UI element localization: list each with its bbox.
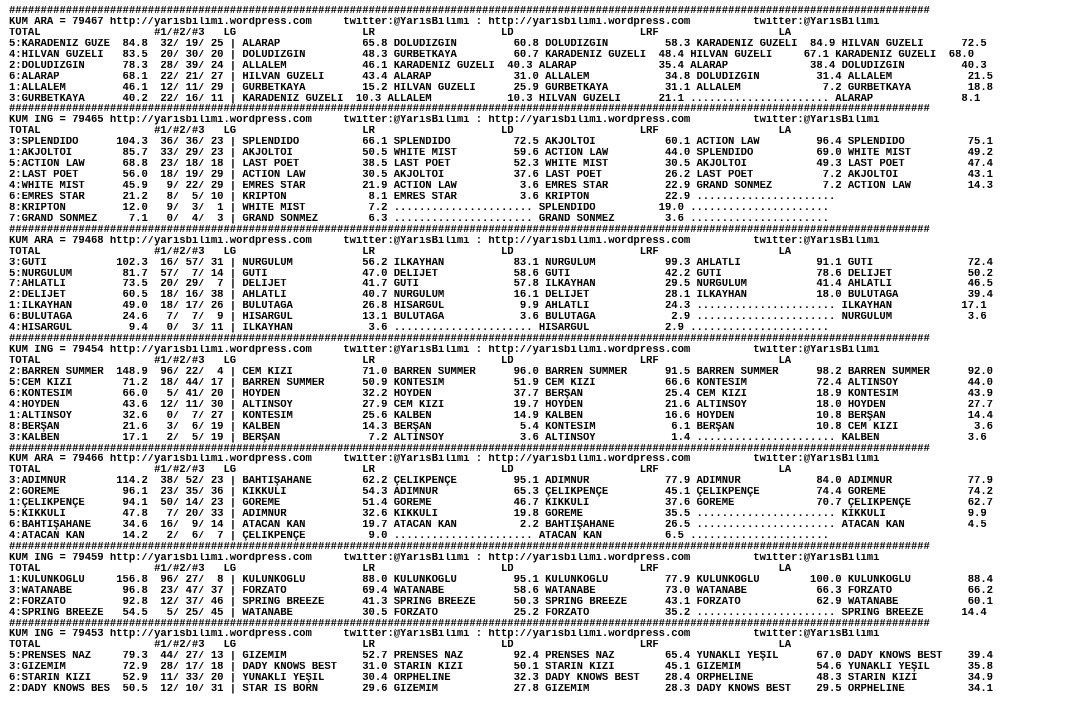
- horse-row: 4:HOYDEN 43.6 12/ 11/ 30 | ALTINSOY 27.9 CEM KIZI 19.7 HOYDEN 21.6 ALTINSOY 18.0 HOYDEN 27.7: [9, 399, 993, 411]
- horse-row: 1:ÇELİKPENÇE 94.1 50/ 14/ 23 | GÖREME 51.4 GÖREME 46.7 KIKKULİ 37.6 GÖREME 70.7 ÇELİKPENÇE 62.7: [9, 498, 993, 510]
- horse-row: 4:ATACAN KAN 14.2 2/ 6/ 7 | ÇELİKPENÇE 9.0 ...................... ATACAN KAN 6.5 ......................: [9, 531, 829, 542]
- horse-row: 8:KRİPTON 12.0 9/ 3/ 1 | WHITE MIST 7.2 ...................... SPLENDIDO 19.0 ......................: [9, 202, 829, 214]
- horse-row: 3:ADIMNUR 114.2 38/ 52/ 23 | BAHTİŞAHANE 62.2 ÇELİKPENÇE 95.1 ADIMNUR 77.9 ADIMNUR 84.0 ADIMNUR 77.9: [9, 476, 993, 488]
- horse-row: 6:STARIN KIZI 52.9 11/ 33/ 20 | YUNAKLI YEŞİL 30.4 ORPHELINE 32.3 DADY KNOWS BEST 28.4 ORPHELINE 48.3 STARIN KIZI 34.9: [9, 673, 993, 685]
- horse-row: 3:GUTİ 102.3 16/ 57/ 31 | NURGÜLÜM 56.2 İLKAYHAN 83.1 NURGÜLÜM 99.3 AHLATLI 91.1 GUTİ 72.4: [9, 257, 993, 269]
- horse-row: 5:PRENSES NAZ 79.3 44/ 27/ 13 | GİZEMİM 52.7 PRENSES NAZ 92.4 PRENSES NAZ 65.4 YUNAKLI YEŞİL 67.0 DADY KNOWS BEST 39.4: [9, 651, 993, 663]
- race-header-line: KUM İNG = 79454 http://yarisbilimi.wordpress.com twitter:@YarisBilimi : http://yarisbilimi.wordpress.com twitter:@YarisBilimi: [9, 345, 880, 356]
- horse-row: 5:NURGÜLÜM 81.7 57/ 7/ 14 | GUTİ 47.0 DELİJET 58.6 GUTİ 42.2 GUTİ 78.6 DELİJET 50.2: [9, 268, 993, 280]
- column-header-line: TOTAL #1/#2/#3 LG LR LD LRF LA: [9, 465, 792, 477]
- separator-line: ##################################################################################################################################################: [9, 443, 930, 455]
- column-header-line: TOTAL #1/#2/#3 LG LR LD LRF LA: [9, 246, 792, 258]
- race-report-text: [9, 6, 993, 695]
- horse-row: 8:BERŞAN 21.6 3/ 6/ 19 | KALBEN 14.3 BERŞAN 5.4 KONTESİM 6.1 BERŞAN 10.8 CEM KIZI 3.6: [9, 421, 993, 433]
- horse-row: 4:WHITE MIST 45.9 9/ 22/ 29 | EMRES STAR 21.9 ACTION LAW 3.6 EMRES STAR 22.9 GRAND SÖNMEZ 7.2 ACTION LAW 14.3: [9, 181, 993, 192]
- race-header-line: KUM ARA = 79466 http://yarisbilimi.wordpress.com twitter:@YarisBilimi : http://yarisbilimi.wordpress.com twitter:@YarisBilimi: [9, 454, 880, 466]
- column-header-line: TOTAL #1/#2/#3 LG LR LD LRF LA: [9, 27, 792, 39]
- horse-row: 2:FORZATO 92.8 12/ 37/ 46 | SPRING BREEZE 41.3 SPRING BREEZE 50.3 SPRING BREEZE 43.1 FORZATO 62.9 WATANABE 60.1: [9, 596, 993, 608]
- race-header-line: KUM İNG = 79453 http://yarisbilimi.wordpress.com twitter:@YarisBilimi : http://yarisbilimi.wordpress.com twitter:@YarisBilimi: [9, 629, 880, 641]
- horse-row: 4:HILVAN GÜZELİ 83.5 20/ 30/ 20 | DOLUDİZGİN 48.3 GURBETKAYA 60.7 KARADENİZ GÜZELİ 48.4 HILVAN GÜZELİ 67.1 KARADENİZ GÜZELİ 68.0: [9, 49, 975, 61]
- horse-row: 6:ALARAP 68.1 22/ 21/ 27 | HILVAN GÜZELİ 43.4 ALARAP 31.0 ALLALEM 34.8 DOLUDİZGİN 31.4 ALLALEM 21.5: [9, 71, 993, 83]
- separator-line: ##################################################################################################################################################: [9, 104, 930, 116]
- horse-row: 7:GRAND SÖNMEZ 7.1 0/ 4/ 3 | GRAND SÖNMEZ 6.3 ...................... GRAND SÖNMEZ 3.6 ......................: [9, 213, 829, 225]
- horse-row: 3:SPLENDIDO 104.3 36/ 36/ 23 | SPLENDIDO 66.1 SPLENDIDO 72.5 AKJOLTOI 60.1 ACTION LAW 96.4 SPLENDIDO 75.1: [9, 137, 993, 149]
- race-header-line: KUM İNG = 79459 http://yarisbilimi.wordpress.com twitter:@YarisBilimi : http://yarisbilimi.wordpress.com twitter:@YarisBilimi: [9, 552, 880, 564]
- horse-row: 1:AKJOLTOI 85.7 33/ 29/ 23 | AKJOLTOI 50.5 WHITE MIST 59.6 ACTION LAW 44.0 SPLENDIDO 69.0 WHITE MIST 49.2: [9, 148, 993, 160]
- separator-line: ##################################################################################################################################################: [9, 224, 930, 236]
- horse-row: 6:KONTESİM 66.0 5/ 41/ 20 | HOYDEN 32.2 HOYDEN 37.7 BERŞAN 25.4 CEM KIZI 18.9 KONTESİM 43.9: [9, 388, 993, 400]
- horse-row: 7:AHLATLI 73.5 20/ 29/ 7 | DELİJET 41.7 GUTİ 57.8 İLKAYHAN 29.5 NURGÜLÜM 41.4 AHLATLI 46.5: [9, 279, 993, 291]
- horse-row: 3:GURBETKAYA 40.2 22/ 16/ 11 | KARADENİZ GÜZELİ 10.3 ALLALEM 10.3 HILVAN GÜZELİ 21.1 ...................... ALARAP 8.1: [9, 93, 981, 105]
- separator-line: ##################################################################################################################################################: [9, 6, 930, 17]
- horse-row: 5:KARADENİZ GÜZE 84.8 32/ 19/ 25 | ALARAP 65.8 DOLUDİZGİN 60.8 DOLUDİZGİN 58.3 KARADENİZ GÜZELİ 84.9 HILVAN GÜZELİ 72.5: [9, 38, 987, 50]
- separator-line: ##################################################################################################################################################: [9, 541, 930, 553]
- column-header-line: TOTAL #1/#2/#3 LG LR LD LRF LA: [9, 563, 792, 575]
- horse-row: 6:EMRES STAR 21.2 8/ 5/ 10 | KRİPTON 8.1 EMRES STAR 3.6 KRİPTON 22.9 ......................: [9, 191, 836, 203]
- horse-row: 2:DELİJET 60.5 18/ 16/ 38 | AHLATLI 40.7 NURGÜLÜM 16.1 DELİJET 28.1 İLKAYHAN 18.0 BULUTAĞA 39.4: [9, 290, 993, 302]
- horse-row: 2:DOLUDİZGİN 78.3 28/ 39/ 24 | ALLALEM 46.1 KARADENİZ GÜZELİ 40.3 ALARAP 35.4 ALARAP 38.4 DOLUDİZGİN 40.3: [9, 60, 987, 72]
- horse-row: 2:GÖREME 96.1 23/ 35/ 36 | KIKKULİ 54.3 ADIMNUR 65.3 ÇELİKPENÇE 45.1 ÇELİKPENÇE 74.4 GÖREME 74.2: [9, 487, 993, 499]
- horse-row: 3:GİZEMİM 72.9 28/ 17/ 18 | DADY KNOWS BEST 31.0 STARIN KIZI 50.1 STARIN KIZI 45.1 GİZEMİM 54.6 YUNAKLI YEŞİL 35.8: [9, 662, 993, 674]
- horse-row: 3:WATANABE 96.8 23/ 47/ 37 | FORZATO 69.4 WATANABE 58.6 WATANABE 73.0 WATANABE 66.3 FORZATO 66.2: [9, 585, 993, 597]
- separator-line: ##################################################################################################################################################: [9, 334, 930, 346]
- race-header-line: KUM ARA = 79467 http://yarisbilimi.wordpress.com twitter:@YarisBilimi : http://yarisbilimi.wordpress.com twitter:@YarisBilimi: [9, 16, 880, 28]
- horse-row: 2:BARREN SUMMER 148.9 96/ 22/ 4 | CEM KIZI 71.0 BARREN SUMMER 96.0 BARREN SUMMER 91.5 BARREN SUMMER 98.2 BARREN SUMMER 92.0: [9, 366, 993, 378]
- horse-row: 6:BULUTAĞA 24.6 7/ 7/ 9 | HİSARGÜL 13.1 BULUTAĞA 3.6 BULUTAĞA 2.9 ...................... NURGÜLÜM 3.6: [9, 312, 987, 324]
- race-header-line: KUM İNG = 79465 http://yarisbilimi.wordpress.com twitter:@YarisBilimi : http://yarisbilimi.wordpress.com twitter:@YarisBilimi: [9, 115, 880, 127]
- horse-row: 5:CEM KIZI 71.2 18/ 44/ 17 | BARREN SUMMER 50.9 KONTESİM 51.9 CEM KIZI 66.6 KONTESİM 72.4 ALTINSOY 44.0: [9, 377, 993, 389]
- column-header-line: TOTAL #1/#2/#3 LG LR LD LRF LA: [9, 640, 792, 652]
- horse-row: 1:İLKAYHAN 49.0 18/ 17/ 26 | BULUTAĞA 26.8 HİSARGÜL 9.9 AHLATLI 24.3 ...................... İLKAYHAN 17.1: [9, 301, 987, 313]
- horse-row: 6:BAHTİŞAHANE 34.6 16/ 9/ 14 | ATACAN KAN 19.7 ATACAN KAN 2.2 BAHTİŞAHANE 26.5 ...................... ATACAN KAN 4.5: [9, 520, 987, 531]
- horse-row: 5:KIKKULİ 47.8 7/ 20/ 33 | ADIMNUR 32.6 KIKKULİ 19.8 GÖREME 35.5 ...................... KIKKULİ 9.9: [9, 509, 987, 521]
- separator-line: ##################################################################################################################################################: [9, 618, 930, 630]
- horse-row: 1:ALLALEM 46.1 12/ 11/ 29 | GURBETKAYA 15.2 HILVAN GÜZELİ 25.9 GURBETKAYA 31.1 ALLALEM 7.2 GURBETKAYA 18.8: [9, 82, 993, 94]
- horse-row: 3:KALBEN 17.1 2/ 5/ 19 | BERŞAN 7.2 ALTINSOY 3.6 ALTINSOY 1.4 ...................... KALBEN 3.6: [9, 432, 987, 444]
- horse-row: 5:ACTION LAW 68.8 23/ 18/ 18 | LAST POET 38.5 LAST POET 52.3 WHITE MIST 30.5 AKJOLTOI 49.3 LAST POET 47.4: [9, 159, 993, 171]
- horse-row: 2:LAST POET 56.0 18/ 19/ 29 | ACTION LAW 30.5 AKJOLTOI 37.6 LAST POET 26.2 LAST POET 7.2 AKJOLTOI 43.1: [9, 170, 993, 181]
- race-header-line: KUM ARA = 79468 http://yarisbilimi.wordpress.com twitter:@YarisBilimi : http://yarisbilimi.wordpress.com twitter:@YarisBilimi: [9, 235, 880, 247]
- horse-row: 4:HİSARGÜL 9.4 0/ 3/ 11 | İLKAYHAN 3.6 ...................... HİSARGÜL 2.9 ......................: [9, 323, 829, 335]
- horse-row: 4:SPRING BREEZE 54.5 5/ 25/ 45 | WATANABE 30.5 FORZATO 25.2 FORZATO 35.2 ...................... SPRING BREEZE 14.4: [9, 607, 987, 619]
- horse-row: 1:KÜLÜNKOĞLU 156.8 96/ 27/ 8 | KÜLÜNKOĞLU 88.0 KÜLÜNKOĞLU 95.1 KÜLÜNKOĞLU 77.9 KÜLÜNKOĞLU 100.0 KÜLÜNKOĞLU 88.4: [9, 574, 993, 586]
- column-header-line: TOTAL #1/#2/#3 LG LR LD LRF LA: [9, 356, 792, 367]
- horse-row: 2:DADY KNOWS BES 50.5 12/ 10/ 31 | STAR IS BORN 29.6 GİZEMİM 27.8 GİZEMİM 28.3 DADY KNOWS BEST 29.5 ORPHELINE 34.1: [9, 684, 993, 696]
- column-header-line: TOTAL #1/#2/#3 LG LR LD LRF LA: [9, 126, 792, 138]
- horse-row: 1:ALTINSOY 32.6 0/ 7/ 27 | KONTESİM 25.6 KALBEN 14.9 KALBEN 16.6 HOYDEN 10.8 BERŞAN 14.4: [9, 410, 993, 422]
